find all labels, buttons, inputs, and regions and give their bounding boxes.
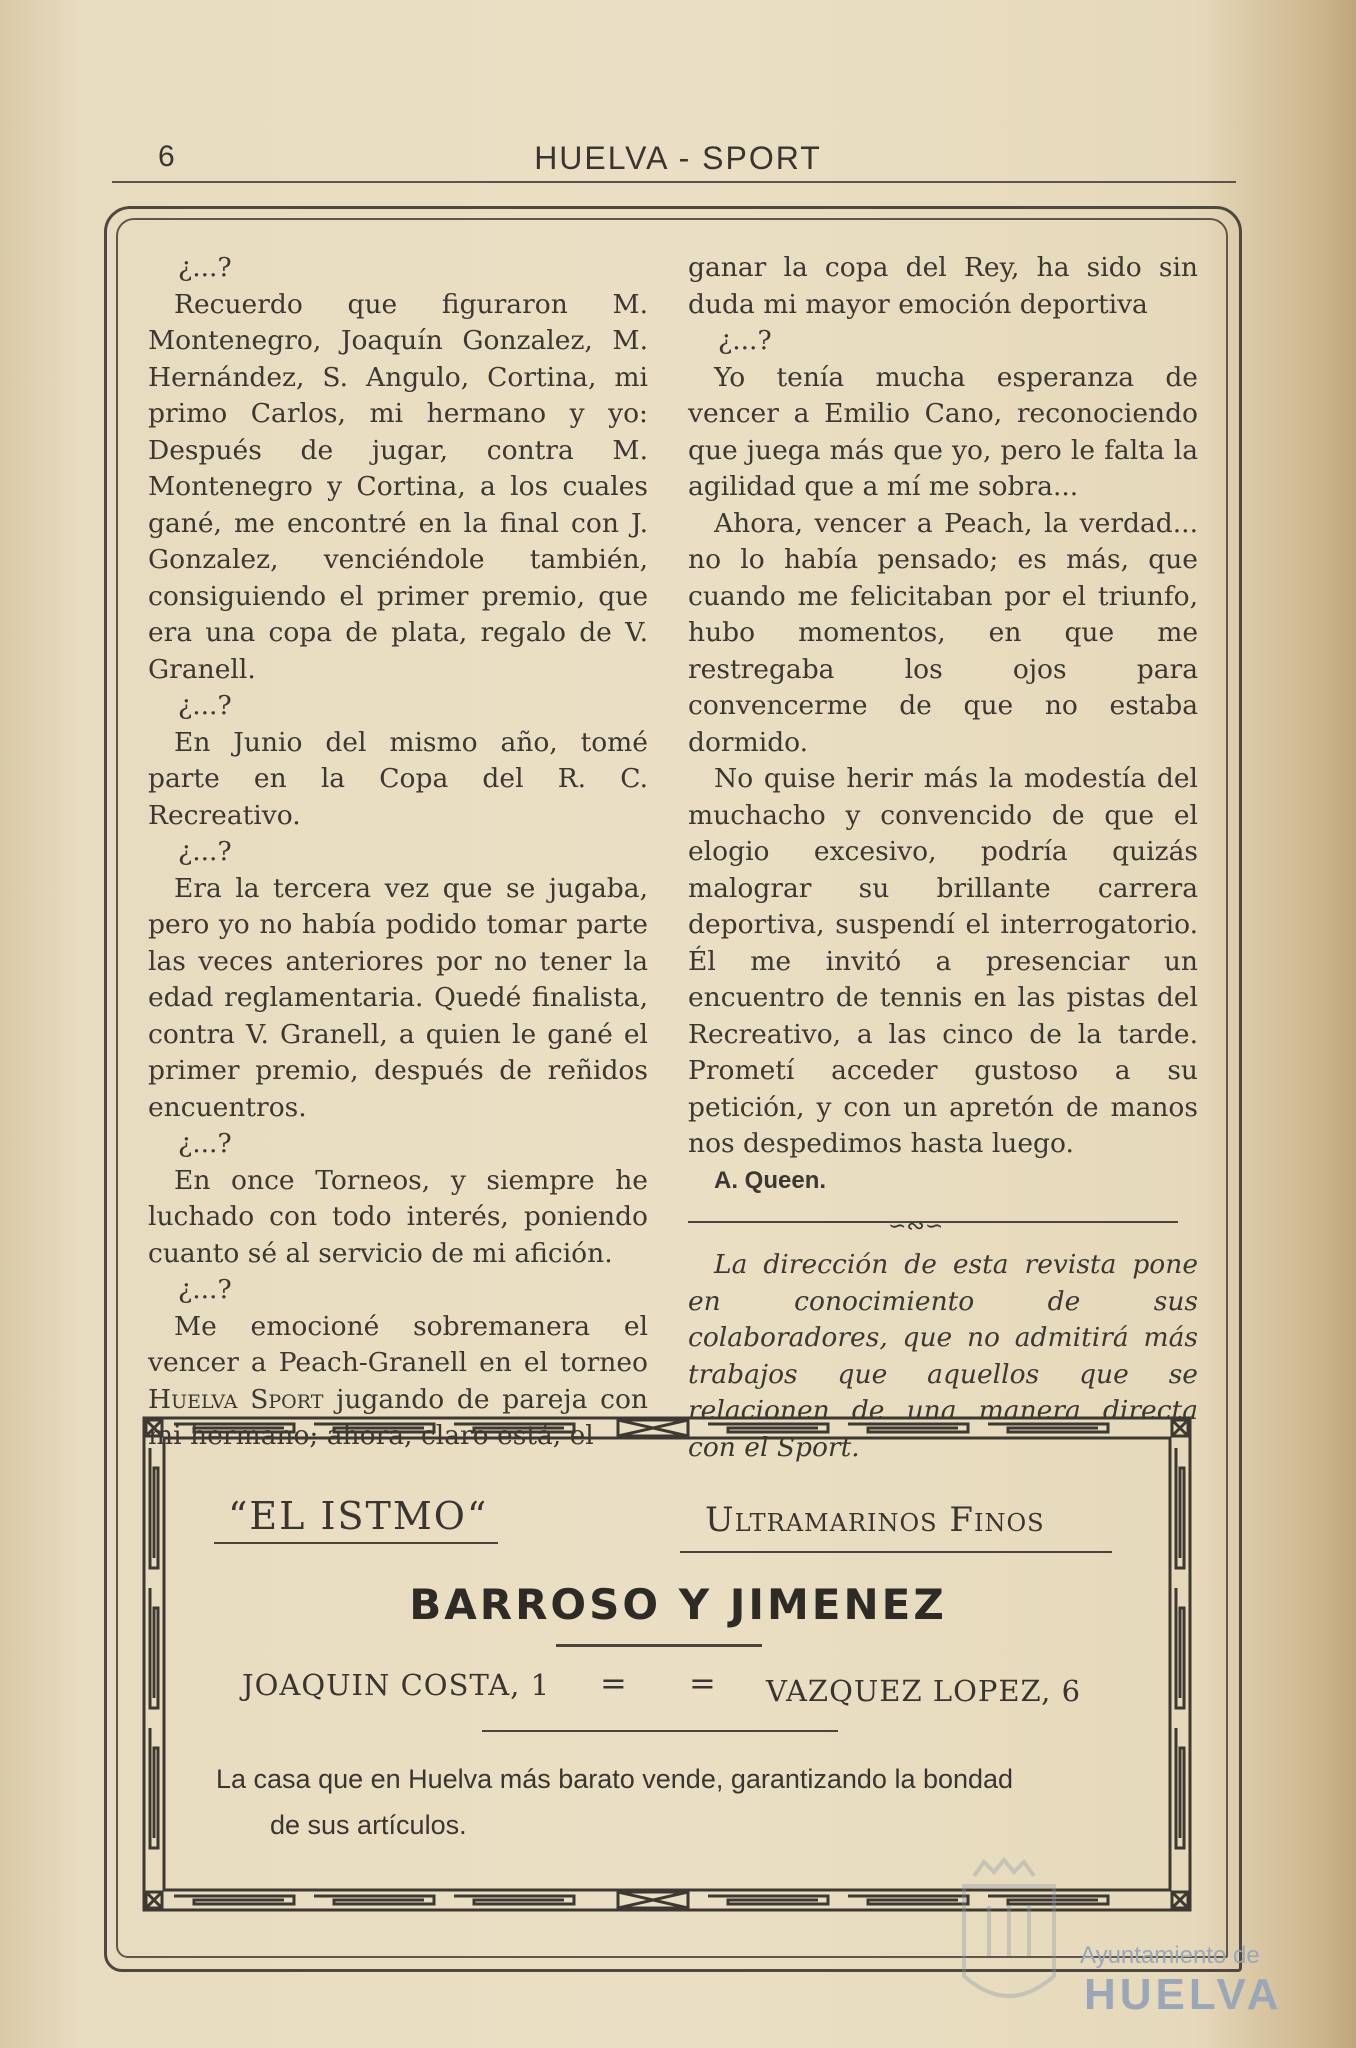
ornamental-divider: [688, 1207, 1198, 1237]
interview-question-marker: ¿...?: [178, 690, 232, 721]
interview-answer-paragraph: Yo tenía mucha esperanza de vencer a Emilio Cano, reconociendo que juega más que yo, pero le falta la agilidad que a mí me sobra...: [688, 361, 1198, 502]
interview-answer-paragraph: No quise herir más la modestía del muchacho y convencido de que el elogio excesivo, podría quizás malograr su brillante carrera deportiva, suspendí el interrogatorio. Él me invitó a presenciar un encuentro de tennis en las pistas del Recreativo, a las cinco de la tarde. Prometí acceder gustoso a su petición, y con un apretón de manos nos despedimos hasta luego.: [688, 763, 1198, 1159]
ad-firm-name: BARROSO Y JIMENEZ: [409, 1580, 947, 1629]
interview-answer-paragraph: Me emocioné sobremanera el vencer a Peach-Granell en el torneo Huelva Sport jugando de pareja con mi hermano; ahora, claro está, el: [148, 1310, 648, 1451]
ad-rule-left: [214, 1542, 498, 1544]
signature: A. Queen.: [714, 1166, 827, 1194]
editorial-notice: La dirección de esta revista pone en conocimiento de sus colaboradores, que no admitirá más trabajos que aquellos que se relacionen de una manera directa con el Sport.: [688, 1249, 1198, 1463]
ad-rule-right: [680, 1551, 1112, 1553]
interview-answer-paragraph: ganar la copa del Rey, ha sido sin duda mi mayor emoción deportiva: [688, 252, 1198, 320]
ad-shop-name: “EL ISTMO“: [228, 1494, 489, 1538]
article-right-column: [688, 250, 1198, 1466]
interview-question-marker: ¿...?: [178, 1274, 232, 1305]
interview-answer-paragraph: Era la tercera vez que se jugaba, pero yo no había podido tomar parte las veces anteriores por no tener la edad reglamentaria. Quedé finalista, contra V. Granell, a quien le gané el primer premio, después de reñidos encuentros.: [148, 872, 648, 1123]
ad-address-right: VAZQUEZ LOPEZ, 6: [766, 1674, 1082, 1708]
interview-question-marker: ¿...?: [718, 325, 772, 356]
ad-slogan-line-2: de sus artículos.: [270, 1810, 467, 1840]
ad-slogan: [216, 1756, 1120, 1848]
interview-question-marker: ¿...?: [178, 836, 232, 867]
interview-answer-paragraph: En Junio del mismo año, tomé parte en la Copa del R. C. Recreativo.: [148, 726, 648, 831]
interview-question-marker: ¿...?: [178, 1128, 232, 1159]
interview-question-marker: ¿...?: [178, 252, 232, 283]
running-head-title: HUELVA - SPORT: [534, 140, 822, 176]
article-left-column: [148, 250, 648, 1455]
interview-answer-paragraph: Recuerdo que figuraron M. Montenegro, Joaquín Gonzalez, M. Hernández, S. Angulo, Cortina, mi primo Carlos, mi hermano y yo: Después de jugar, contra M. Montenegro y Cortina, a los cuales gané, me encontré en la final con J. Gonzalez, venciéndole también, consiguiendo el primer premio, que era una copa de plata, regalo de V. Granell.: [148, 288, 648, 685]
interview-answer-paragraph: Ahora, vencer a Peach, la verdad... no lo había pensado; es más, que cuando me felicitaban por el triunfo, hubo momentos, en que me restregaba los ojos para convencerme de que no estaba dormido.: [688, 507, 1198, 758]
header-rule: [112, 181, 1236, 183]
page-number: 6: [158, 140, 175, 173]
ad-rule-middle-2: [482, 1730, 838, 1732]
ad-category: Ultramarinos Finos: [705, 1500, 1045, 1540]
flourish-icon: ∽∾∽: [888, 1214, 944, 1239]
ad-slogan-line-1: La casa que en Huelva más barato vende, garantizando la bondad: [216, 1764, 1014, 1794]
interview-answer-paragraph: En once Torneos, y siempre he luchado con todo interés, poniendo cuanto sé al servicio de mi afición.: [148, 1164, 648, 1269]
magazine-name-smallcaps: Huelva Sport: [148, 1383, 324, 1415]
watermark-line-2: HUELVA: [1084, 1970, 1283, 2019]
ad-rule-middle: [556, 1644, 762, 1647]
watermark-line-1: Ayuntamiento de: [1080, 1942, 1260, 1969]
ad-address-separator: = =: [600, 1664, 742, 1702]
ad-address-left: JOAQUIN COSTA, 1: [242, 1668, 551, 1702]
